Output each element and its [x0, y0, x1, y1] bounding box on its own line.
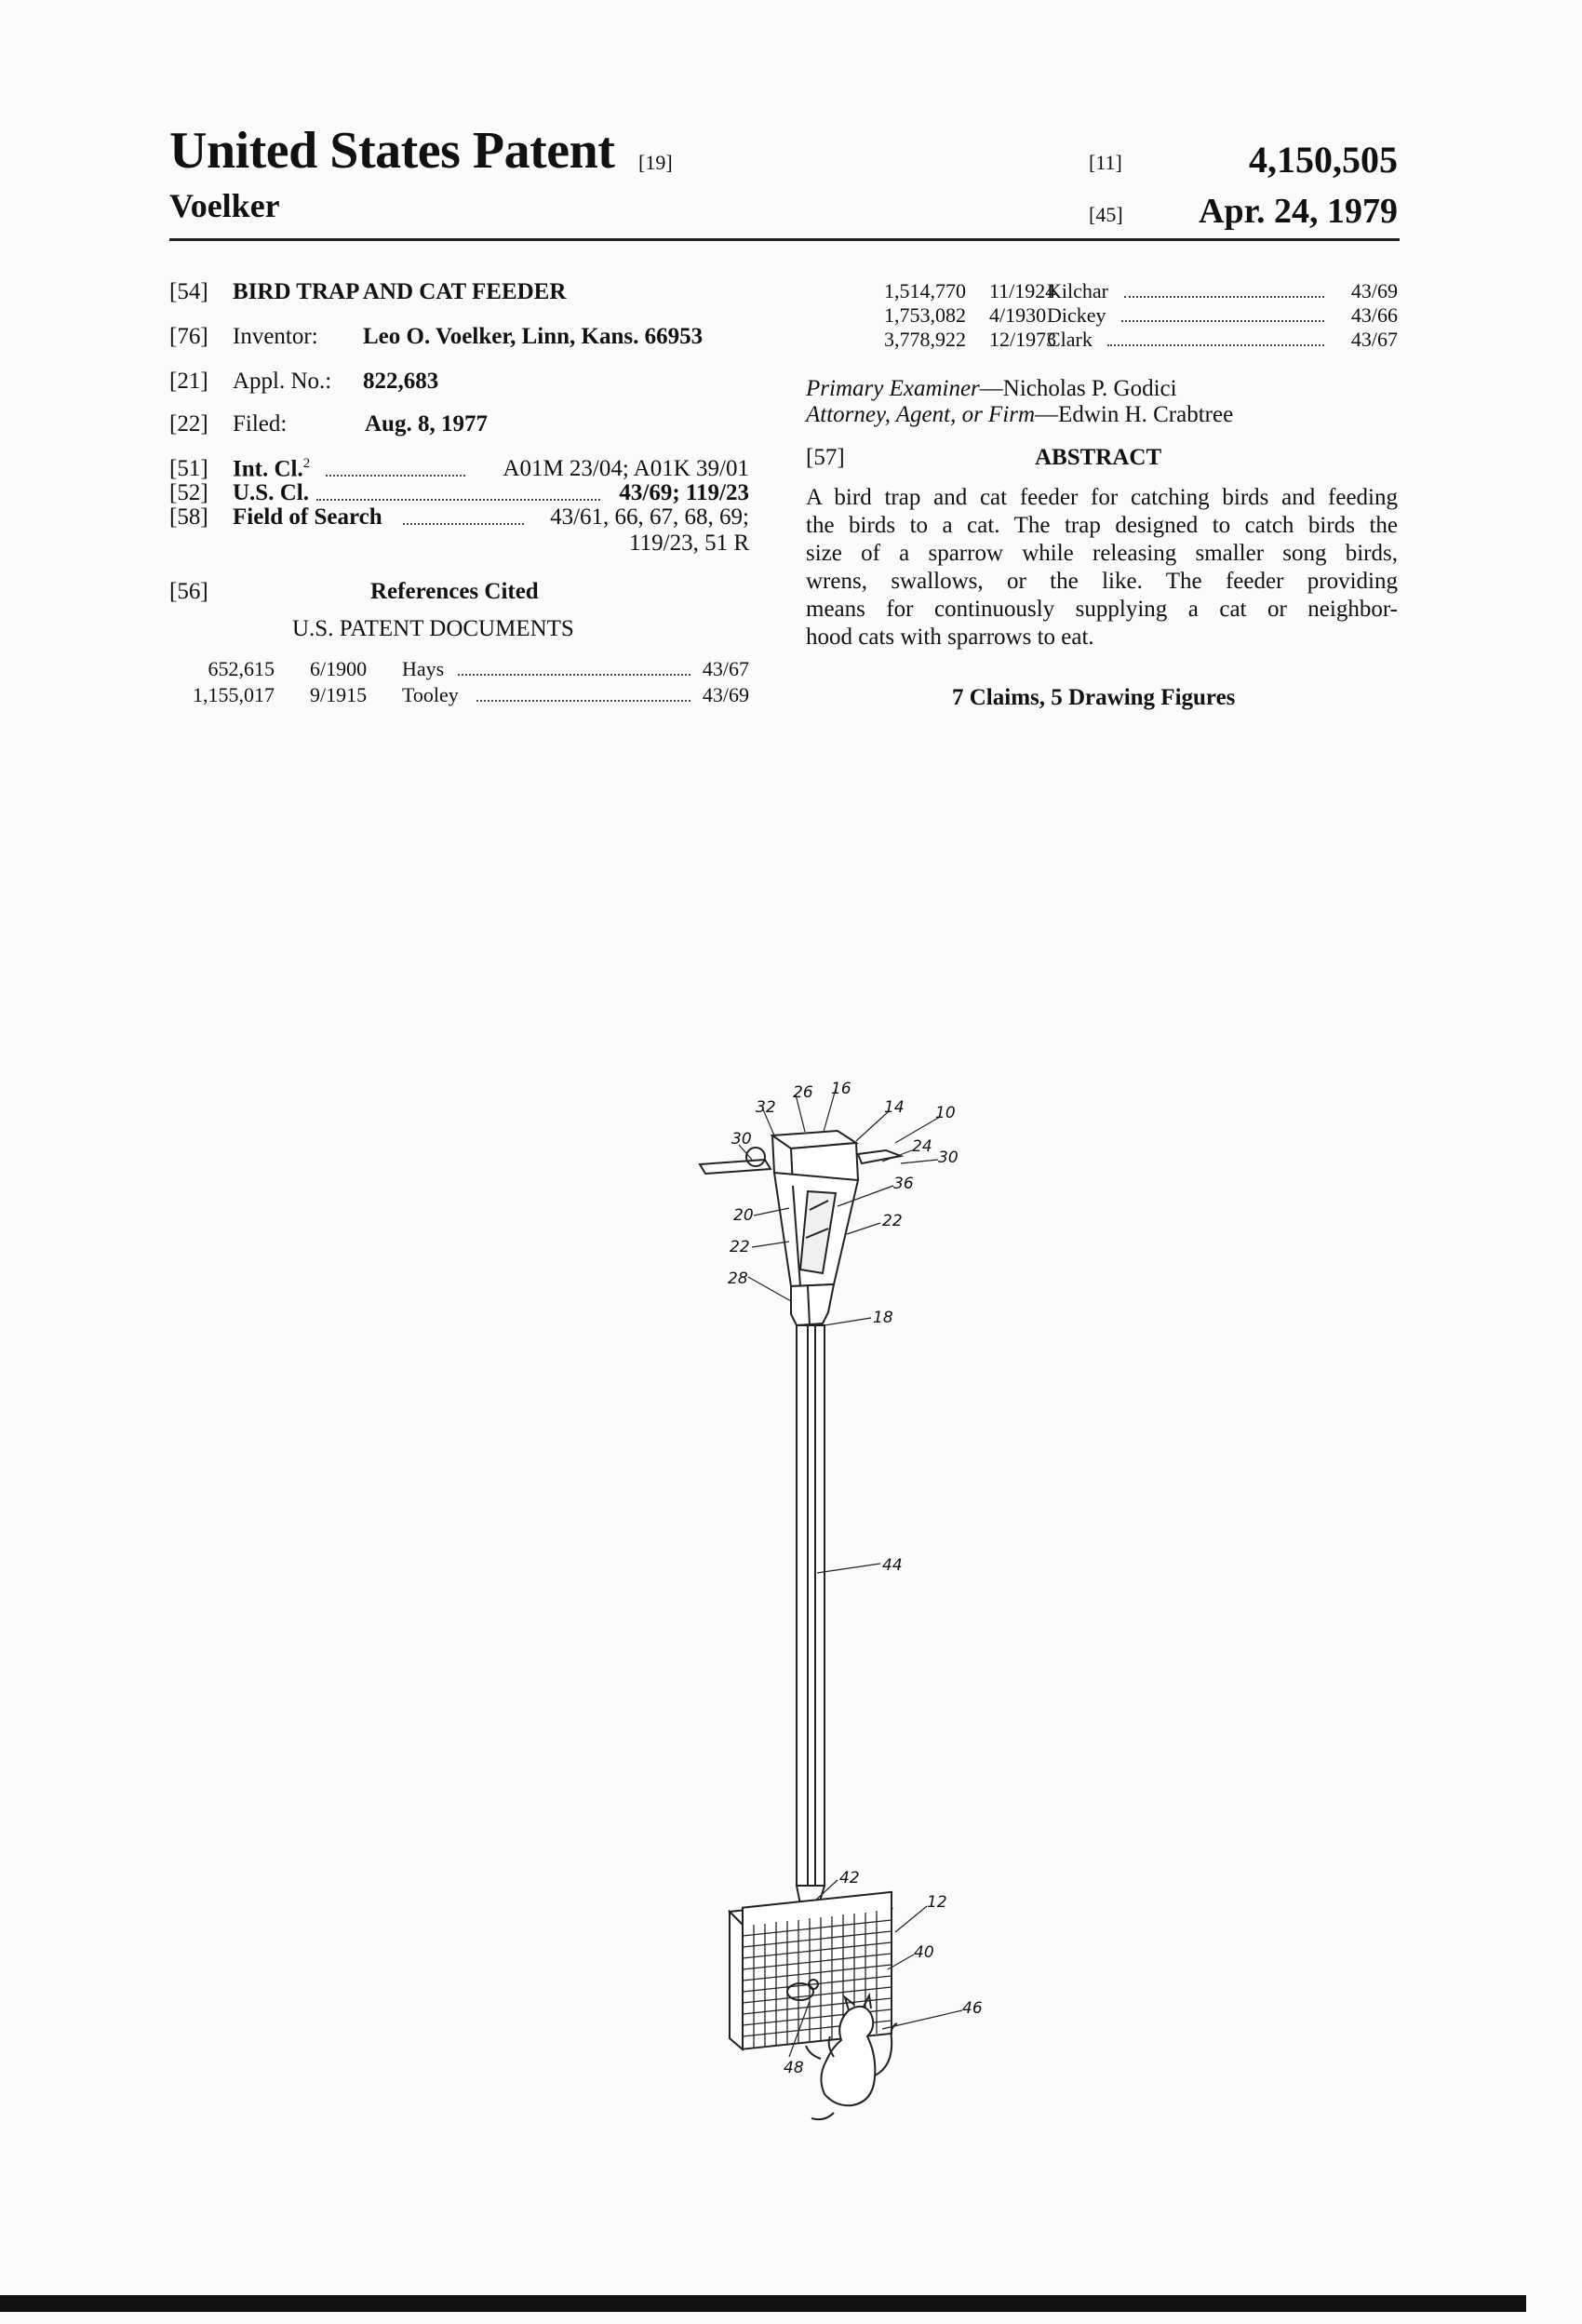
- field-of-search-value-2: 119/23, 51 R: [629, 531, 749, 556]
- inventor-surname: Voelker: [169, 187, 280, 224]
- figure-label: 32: [756, 1098, 776, 1117]
- reference-name: Kilchar: [1047, 279, 1108, 302]
- abstract-line: means for continuously supplying a cat or neighbor-: [806, 597, 1398, 622]
- appl-no-value: 822,683: [363, 369, 439, 394]
- references-cited-heading: References Cited: [370, 579, 539, 604]
- lower-funnel: [791, 1284, 834, 1325]
- figure-label: 10: [935, 1104, 956, 1122]
- field-of-search-label: Field of Search: [233, 504, 382, 530]
- figure-label: 30: [938, 1149, 959, 1167]
- figure-label: 46: [962, 1999, 983, 2018]
- figure-label: 20: [733, 1206, 754, 1225]
- figure-label: 14: [884, 1098, 905, 1117]
- reference-name: Hays: [402, 657, 445, 680]
- reference-class: 43/66: [1350, 303, 1398, 327]
- patent-drawing: [651, 1070, 1005, 2187]
- reference-number: 3,778,922: [884, 328, 966, 351]
- field-52-code: [52]: [169, 480, 208, 505]
- figure-label: 42: [839, 1869, 860, 1887]
- figure-label: 18: [873, 1309, 893, 1327]
- int-cl-label-text: Int. Cl.: [233, 456, 303, 482]
- left-perch: [700, 1160, 771, 1174]
- figure-label: 48: [784, 2059, 804, 2077]
- attorney: [806, 402, 1233, 428]
- figure-label: 16: [831, 1080, 851, 1098]
- reference-date: 4/1930: [989, 303, 1047, 327]
- reference-class: 43/69: [702, 683, 749, 706]
- document-title: United States Patent: [169, 122, 615, 180]
- reference-number: 1,155,017: [193, 683, 275, 706]
- inventor-value-text: Leo O. Voelker, Linn, Kans. 66953: [363, 324, 704, 349]
- title-code: [19]: [638, 151, 673, 174]
- reference-date: 11/1924: [989, 279, 1056, 302]
- reference-name: Clark: [1047, 328, 1093, 351]
- us-cl-value-main: 43/69; 119/23: [619, 480, 749, 505]
- field-56-code: [56]: [169, 579, 208, 604]
- scan-edge-bar: [0, 2295, 1526, 2312]
- figure-label: 26: [793, 1083, 813, 1102]
- inventor-value: [363, 324, 703, 350]
- field-22-code: [22]: [169, 411, 208, 437]
- field-51-code: [51]: [169, 456, 208, 481]
- abstract-line: A bird trap and cat feeder for catching birds and feeding: [806, 485, 1398, 510]
- abstract-heading: ABSTRACT: [1035, 445, 1162, 470]
- us-cl-leader: [316, 499, 600, 501]
- us-patent-documents-heading: U.S. PATENT DOCUMENTS: [292, 616, 574, 641]
- field-57-code: [57]: [806, 445, 845, 470]
- abstract-line: hood cats with sparrows to eat.: [806, 625, 1094, 650]
- us-cl-label: U.S. Cl.: [233, 480, 309, 505]
- reference-date: 12/1973: [989, 328, 1057, 351]
- primary-examiner-label: Primary Examiner: [806, 376, 980, 401]
- field-76-code: [76]: [169, 324, 208, 349]
- int-cl-superscript: 2: [302, 456, 311, 471]
- reference-number: 652,615: [208, 657, 275, 680]
- reference-name: Dickey: [1047, 303, 1106, 327]
- reference-number: 1,753,082: [884, 303, 966, 327]
- reference-class: 43/69: [1350, 279, 1398, 302]
- figure-label: 12: [927, 1893, 947, 1912]
- field-of-search-value-1: 43/61, 66, 67, 68, 69;: [550, 504, 749, 530]
- figure-label: 22: [730, 1238, 750, 1256]
- figure-label: 24: [912, 1137, 932, 1156]
- field-of-search-leader: [403, 523, 524, 525]
- issue-date-code: [45]: [1089, 203, 1123, 226]
- us-cl-value: [619, 480, 749, 506]
- issue-date: Apr. 24, 1979: [1199, 192, 1398, 231]
- primary-examiner: [806, 376, 1177, 402]
- primary-examiner-name: —Nicholas P. Godici: [979, 376, 1177, 401]
- field-54-code: [54]: [169, 279, 208, 304]
- figure-label: 36: [893, 1175, 914, 1193]
- reference-class: 43/67: [702, 657, 749, 680]
- field-21-code: [21]: [169, 369, 208, 394]
- abstract-line: wrens, swallows, or the like. The feeder providing: [806, 569, 1398, 594]
- patent-number-code: [11]: [1089, 151, 1122, 174]
- filed-label: Filed:: [233, 411, 288, 437]
- abstract-text: [806, 484, 1398, 652]
- claims-summary: 7 Claims, 5 Drawing Figures: [952, 685, 1236, 710]
- reference-leader: [1121, 320, 1324, 322]
- int-cl-value: A01M 23/04; A01K 39/01: [503, 456, 749, 481]
- appl-no-label: Appl. No.:: [233, 369, 332, 394]
- reference-name: Tooley: [402, 683, 459, 706]
- filed-value: Aug. 8, 1977: [365, 411, 488, 437]
- attorney-label: Attorney, Agent, or Firm: [806, 402, 1036, 427]
- abstract-line: size of a sparrow while releasing smaller song birds,: [806, 541, 1398, 566]
- reference-class: 43/67: [1350, 328, 1398, 351]
- reference-leader: [476, 700, 690, 702]
- abstract-line: the birds to a cat. The trap designed to catch birds the: [806, 513, 1398, 538]
- int-cl-leader: [326, 475, 465, 477]
- figure-label: 22: [882, 1212, 903, 1230]
- figure-label: 30: [731, 1130, 752, 1149]
- patent-number: 4,150,505: [1249, 139, 1398, 181]
- reference-leader: [1107, 344, 1324, 346]
- header-rule: [169, 238, 1400, 241]
- reference-leader: [458, 674, 690, 676]
- inventor-label: Inventor:: [233, 324, 318, 349]
- delivery-tube: [797, 1325, 825, 1886]
- field-58-code: [58]: [169, 504, 208, 530]
- figure-label: 28: [728, 1269, 748, 1288]
- reference-number: 1,514,770: [884, 279, 966, 302]
- int-cl-label: [233, 456, 310, 482]
- invention-title: BIRD TRAP AND CAT FEEDER: [233, 279, 567, 304]
- figure-label: 44: [882, 1556, 903, 1575]
- figure-label: 40: [914, 1943, 934, 1962]
- reference-date: 6/1900: [310, 657, 368, 680]
- reference-leader: [1124, 296, 1324, 298]
- reference-date: 9/1915: [310, 683, 368, 706]
- attorney-name: —Edwin H. Crabtree: [1035, 402, 1234, 427]
